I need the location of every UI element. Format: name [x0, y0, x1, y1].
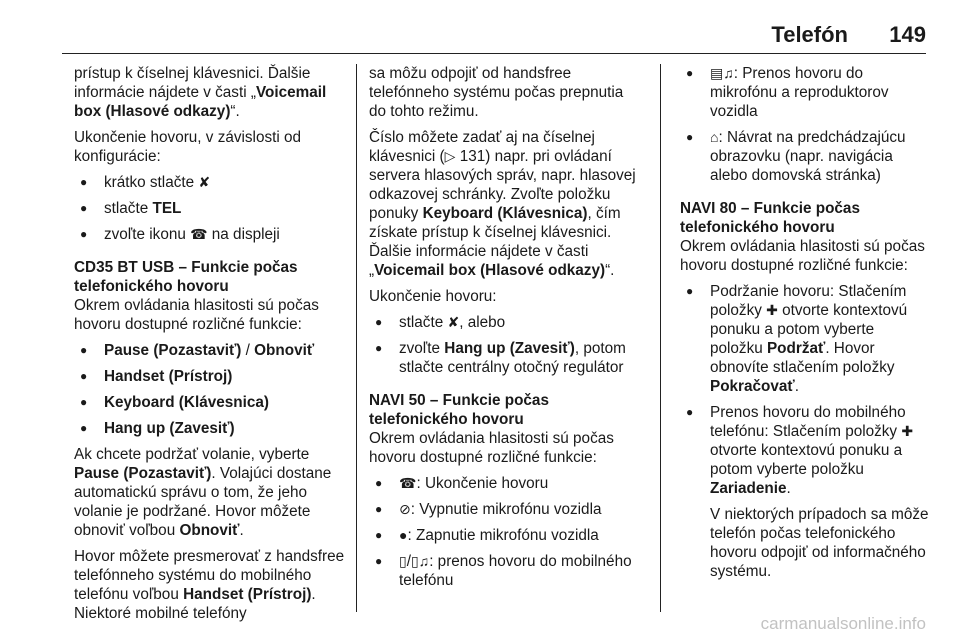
plus-icon: ✚	[901, 423, 914, 439]
column-3	[680, 64, 930, 588]
list-item: ● ▤♫: Prenos hovoru do mikrofónu a reproduktorov vozidla	[680, 64, 930, 121]
list-item: ● ⌂: Návrat na predchádzajúcu obrazovku (napr. navigácia alebo domovská stránka)	[680, 128, 930, 185]
list-item: ● zvoľte Hang up (Zavesiť), potom stlačte centrálny otočný regulátor	[369, 339, 641, 377]
list-item: ● Podržanie hovoru: Stlačením položky ✚ otvorte kontextovú ponuku a potom vyberte položku Podržať. Hovor obnovíte stlačením položky Pokračovať.	[680, 282, 930, 396]
list-item: ● stlačte TEL	[74, 199, 348, 218]
list-item: ● Pause (Pozastaviť) / Obnoviť	[74, 341, 348, 360]
hangup-icon: ☎	[190, 226, 208, 242]
functions-list	[369, 474, 641, 590]
plus-icon: ✚	[766, 302, 778, 318]
column-divider-2	[660, 64, 661, 612]
paragraph: Číslo môžete zadať aj na číselnej klávesnici (▷ 131) napr. pri ovládaní servera hlasových správ, napr. hlasovej odkazovej schránky. Zvoľte položku ponuky Keyboard (Klávesnica), čím získate prístup k číselnej klávesnici. Ďalšie informácie nájdete v časti „Voicemail box (Hlasové odkazy)“.	[369, 129, 636, 279]
section-heading: CD35 BT USB – Funkcie počas telefonického hovoru	[74, 259, 298, 295]
list-item: ● ☎: Ukončenie hovoru	[369, 474, 641, 493]
paragraph: Okrem ovládania hlasitosti sú počas hovoru dostupné rozličné funkcie:	[369, 430, 614, 466]
microphone-muted-icon: ⊘	[399, 501, 411, 517]
hangup-icon: ☎	[399, 475, 417, 491]
list-item: ● ▯/▯♫: prenos hovoru do mobilného telefónu	[369, 552, 641, 590]
paragraph: Ukončenie hovoru:	[369, 288, 497, 305]
page-header	[0, 0, 960, 52]
section-heading: NAVI 50 – Funkcie počas telefonického hovoru	[369, 392, 549, 428]
car-speaker-icon: ▤♫	[710, 65, 734, 81]
list-item: ● stlačte ✘, alebo	[369, 313, 641, 332]
list-item: ● Handset (Prístroj)	[74, 367, 348, 386]
paragraph: Okrem ovládania hlasitosti sú počas hovoru dostupné rozličné funkcie:	[680, 238, 925, 274]
voicemail-box-term: Voicemail box (Hlasové odkazy)	[74, 84, 327, 120]
section-heading: NAVI 80 – Funkcie počas telefonického hovoru	[680, 200, 860, 236]
hangup-options-list	[74, 173, 348, 244]
functions-list	[680, 282, 930, 581]
page-title: Telefón	[771, 22, 848, 47]
note-paragraph: V niektorých prípadoch sa môže telefón počas telefonického hovoru odpojiť od informačného systému.	[710, 506, 929, 580]
mobile-phone-icon: ▯	[399, 553, 407, 569]
watermark: carmanualsonline.info	[760, 614, 926, 633]
paragraph: Ak chcete podržať volanie, vyberte Pause (Pozastaviť). Volajúci dostane automatickú správu o tom, že jeho volanie je podržané. Hovor môžete obnoviť voľbou Obnoviť.	[74, 446, 332, 539]
list-item: ● ●: Zapnutie mikrofónu vozidla	[369, 526, 641, 545]
paragraph: Okrem ovládania hlasitosti sú počas hovoru dostupné rozličné funkcie:	[74, 297, 319, 333]
hangup-options-list	[369, 313, 641, 377]
list-item: ● ⊘: Vypnutie mikrofónu vozidla	[369, 500, 641, 519]
column-1	[74, 64, 348, 630]
mic-off-icon: ✘	[198, 174, 211, 190]
functions-list	[74, 341, 348, 438]
list-item: ● krátko stlačte ✘	[74, 173, 348, 192]
list-item: ● Keyboard (Klávesnica)	[74, 393, 348, 412]
functions-list	[680, 64, 930, 185]
list-item: ● Prenos hovoru do mobilného telefónu: Stlačením položky ✚ otvorte kontextovú ponuku a potom vyberte položku Zariadenie. V niektorých prípadoch sa môže telefón počas telefonického hovoru odpojiť od informačného systému.	[680, 403, 930, 581]
paragraph: Hovor môžete presmerovať z handsfree telefónneho systému do mobilného telefónu voľbou Handset (Prístroj). Niektoré mobilné telefóny	[74, 548, 345, 622]
page-reference-icon: ▷	[444, 148, 456, 164]
paragraph: Ukončenie hovoru, v závislosti od konfigurácie:	[74, 129, 302, 165]
home-icon: ⌂	[710, 129, 719, 145]
header-divider	[62, 53, 926, 54]
mic-off-icon: ✘	[447, 314, 460, 330]
paragraph: prístup k číselnej klávesnici. Ďalšie informácie nájdete v časti „Voicemail box (Hlasové odkazy)“.	[74, 65, 327, 120]
microphone-icon: ●	[399, 527, 408, 543]
page-number: 149	[889, 22, 926, 47]
list-item: ● Hang up (Zavesiť)	[74, 419, 348, 438]
column-2	[369, 64, 641, 597]
list-item: ● zvoľte ikonu ☎ na displeji	[74, 225, 348, 244]
paragraph: sa môžu odpojiť od handsfree telefónneho systému počas prepnutia do tohto režimu.	[369, 65, 624, 120]
column-divider-1	[356, 64, 357, 612]
page-reference: 131	[459, 148, 486, 165]
mobile-phone-speaker-icon: ▯♫	[410, 553, 430, 569]
